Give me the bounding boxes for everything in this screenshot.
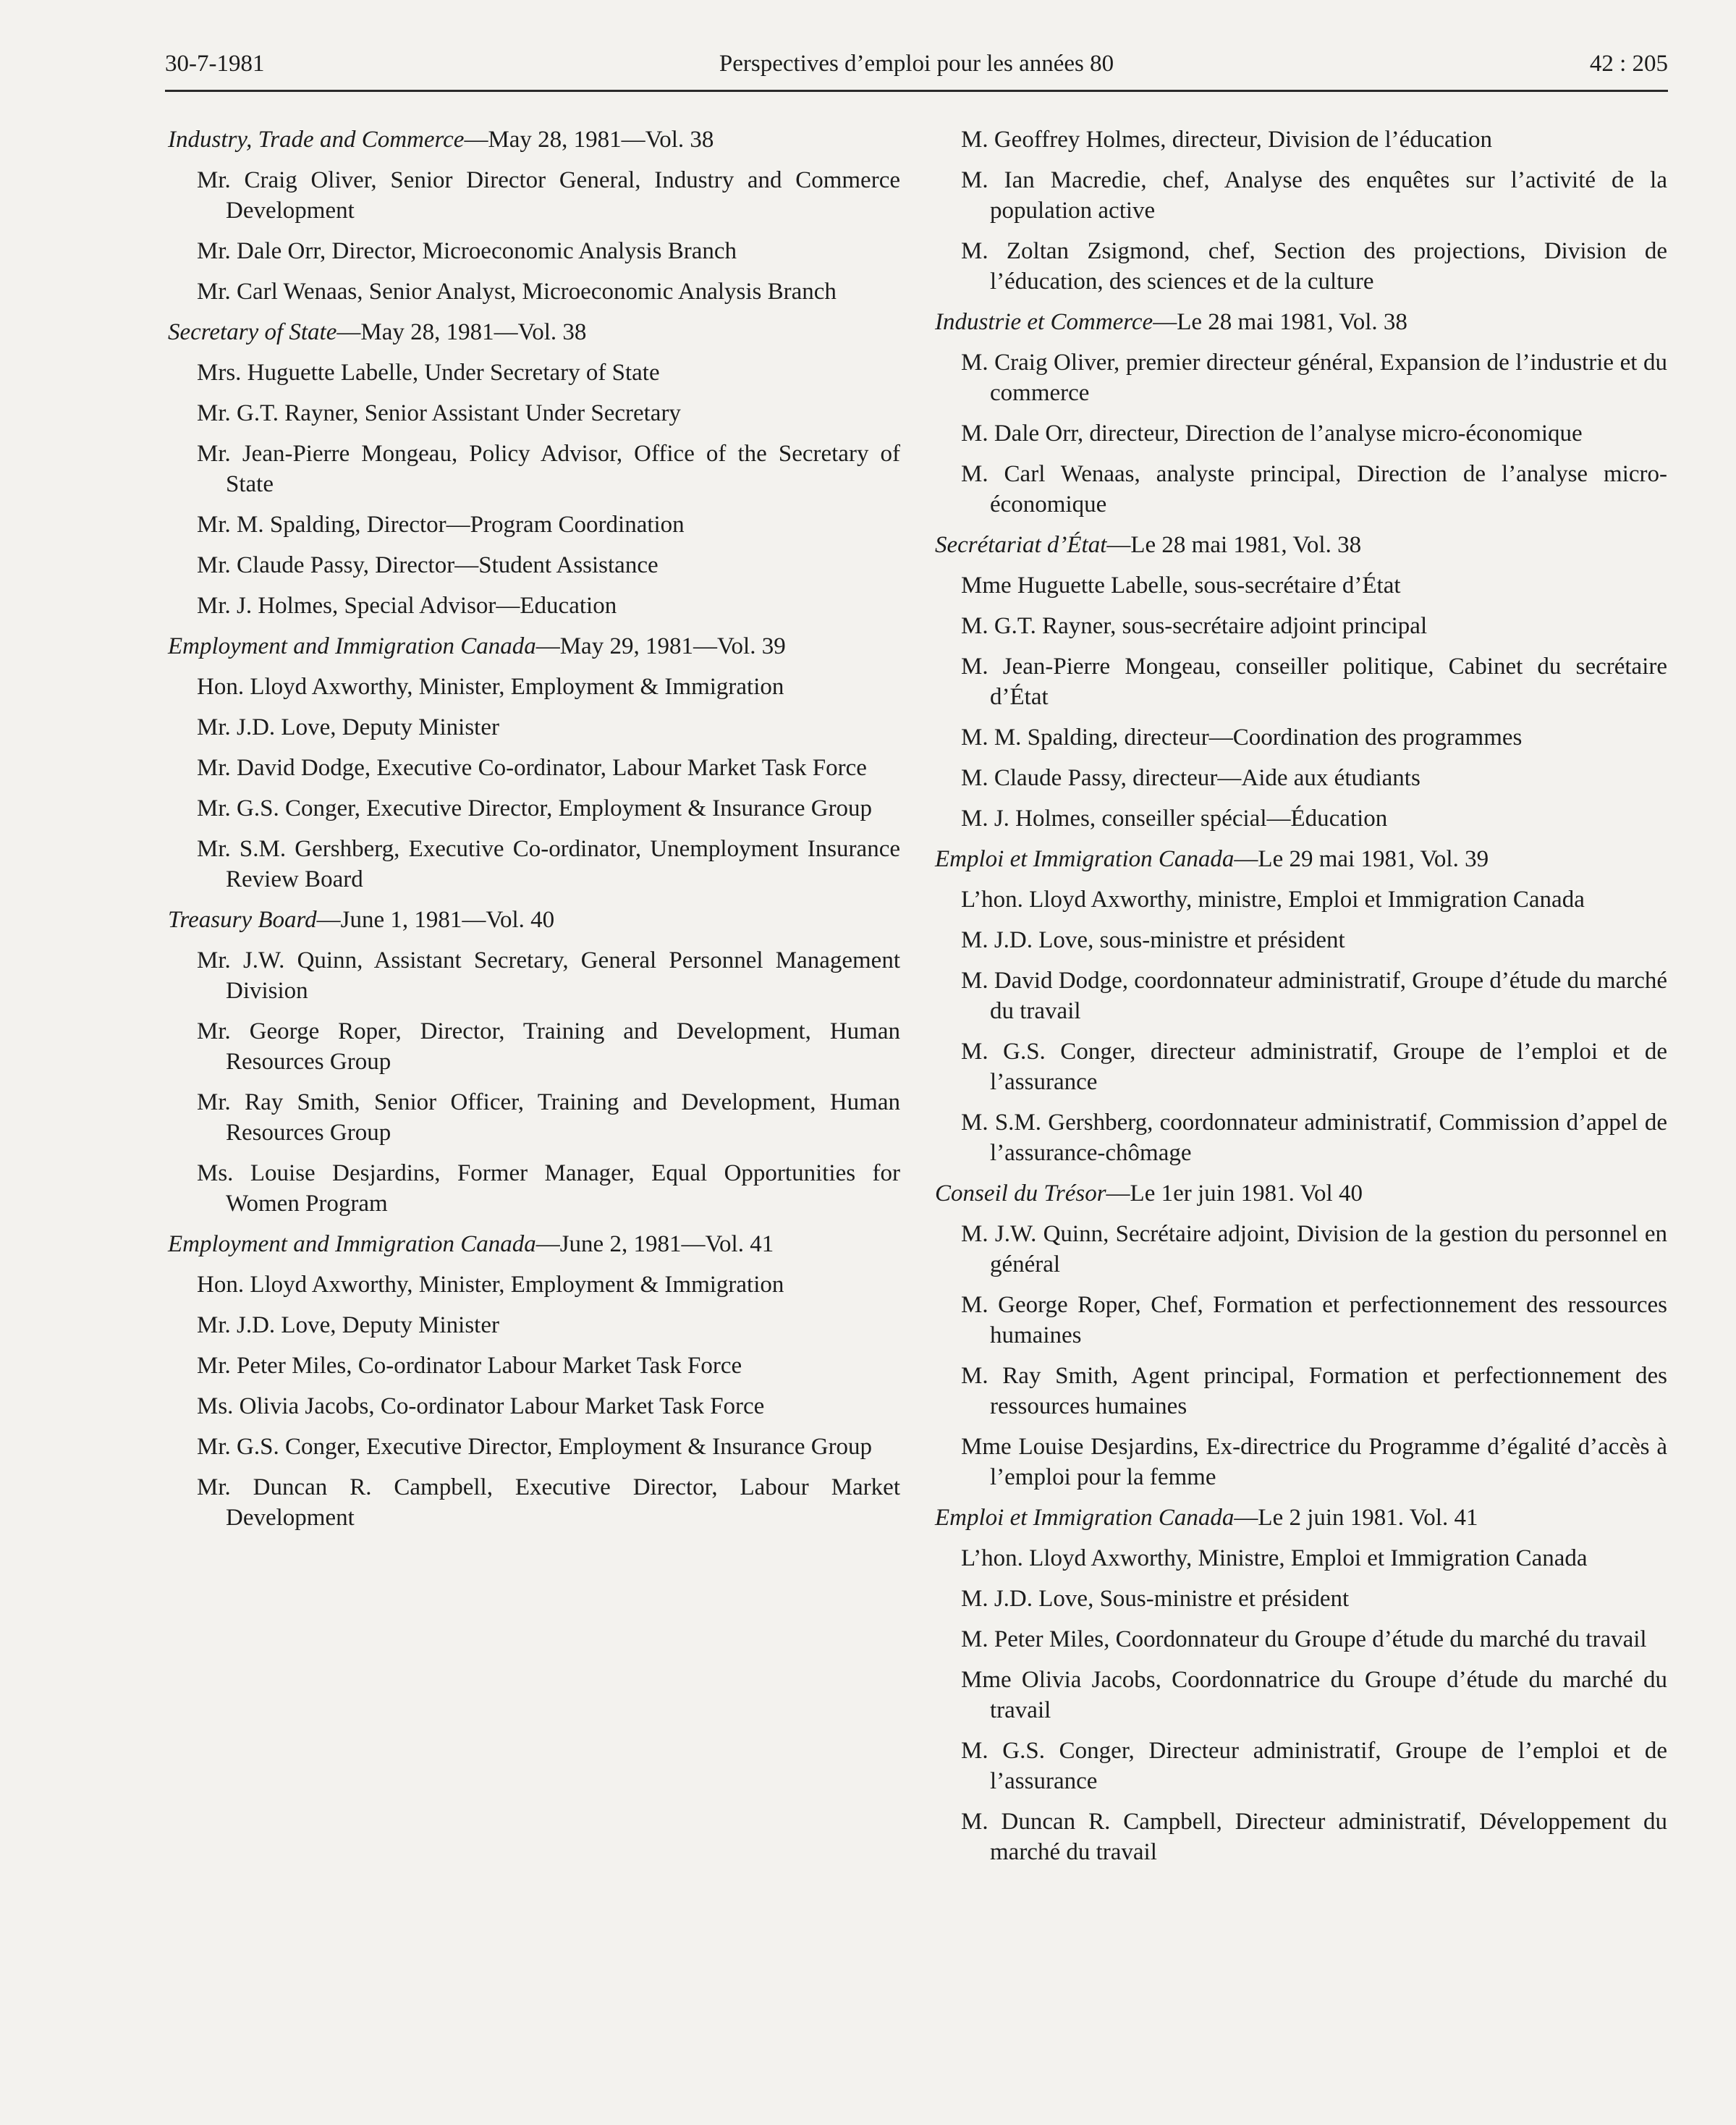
witness-entry: M. Duncan R. Campbell, Directeur administratif, Développement du marché du travail xyxy=(961,1809,1667,1865)
committee-organization: Industrie et Commerce xyxy=(935,309,1153,335)
witness-entry: Mme Olivia Jacobs, Coordonnatrice du Groupe d’étude du marché du travail xyxy=(961,1667,1667,1723)
witness-entry: Mr. G.S. Conger, Executive Director, Employment & Insurance Group xyxy=(197,795,873,821)
section-heading xyxy=(168,1229,900,1259)
witness-entry: Mr. G.T. Rayner, Senior Assistant Under Secretary xyxy=(197,400,681,426)
section-heading xyxy=(935,307,1667,337)
committee-organization: Employment and Immigration Canada xyxy=(168,633,536,659)
witness-entry: Mr. Carl Wenaas, Senior Analyst, Microeconomic Analysis Branch xyxy=(197,279,837,305)
witness-entry: M. G.S. Conger, directeur administratif, Groupe de l’emploi et de l’assurance xyxy=(961,1039,1667,1095)
witness-entry: Mr. Ray Smith, Senior Officer, Training and Development, Human Resources Group xyxy=(197,1089,900,1146)
session-date-volume: —May 28, 1981—Vol. 38 xyxy=(464,127,714,153)
witness-entry: Hon. Lloyd Axworthy, Minister, Employment & Immigration xyxy=(197,1272,784,1298)
witness-entry: Mr. J. Holmes, Special Advisor—Education xyxy=(197,593,617,619)
witness-entry: M. S.M. Gershberg, coordonnateur administratif, Commission d’appel de l’assurance-chômage xyxy=(961,1110,1667,1166)
header-date: 30-7-1981 xyxy=(165,51,265,77)
witness-entry: Mr. Craig Oliver, Senior Director General, Industry and Commerce Development xyxy=(197,167,900,224)
committee-organization: Secrétariat d’État xyxy=(935,532,1107,558)
witness-entry: Mrs. Huguette Labelle, Under Secretary of State xyxy=(197,360,660,386)
session-date-volume: —Le 29 mai 1981, Vol. 39 xyxy=(1234,846,1489,872)
witness-entry: M. David Dodge, coordonnateur administratif, Groupe d’étude du marché du travail xyxy=(961,968,1667,1024)
witness-entry: Mr. J.D. Love, Deputy Minister xyxy=(197,714,499,740)
witness-entry: M. Zoltan Zsigmond, chef, Section des projections, Division de l’éducation, des sciences et de la culture xyxy=(961,238,1667,295)
witness-entry: M. Carl Wenaas, analyste principal, Direction de l’analyse micro-économique xyxy=(961,461,1667,517)
session-date-volume: —Le 2 juin 1981. Vol. 41 xyxy=(1234,1505,1478,1531)
witness-entry: Mr. J.D. Love, Deputy Minister xyxy=(197,1312,499,1338)
witness-entry: M. J.D. Love, Sous-ministre et président xyxy=(961,1586,1350,1612)
witness-entry: Mr. Claude Passy, Director—Student Assistance xyxy=(197,552,659,578)
section-heading xyxy=(168,905,900,935)
witness-entry: L’hon. Lloyd Axworthy, ministre, Emploi et Immigration Canada xyxy=(961,887,1585,913)
header-page-number: 42 : 205 xyxy=(1589,51,1668,77)
committee-organization: Industry, Trade and Commerce xyxy=(168,127,465,153)
witness-entry: M. Jean-Pierre Mongeau, conseiller politique, Cabinet du secrétaire d’État xyxy=(961,654,1667,710)
section-heading xyxy=(935,844,1667,874)
witness-entry: Mr. J.W. Quinn, Assistant Secretary, General Personnel Management Division xyxy=(197,947,900,1004)
committee-organization: Emploi et Immigration Canada xyxy=(935,846,1235,872)
witness-entry: Mr. Dale Orr, Director, Microeconomic Analysis Branch xyxy=(197,238,737,264)
witness-entry: M. J.D. Love, sous-ministre et président xyxy=(961,927,1345,953)
witness-entry: Ms. Louise Desjardins, Former Manager, Equal Opportunities for Women Program xyxy=(197,1160,900,1217)
section-heading xyxy=(935,1178,1667,1209)
right-column-french xyxy=(935,124,1667,1877)
header-title: Perspectives d’emploi pour les années 80 xyxy=(719,51,1114,77)
section-heading xyxy=(935,530,1667,560)
session-date-volume: —Le 28 mai 1981, Vol. 38 xyxy=(1106,532,1362,558)
section-heading xyxy=(168,631,900,662)
committee-organization: Emploi et Immigration Canada xyxy=(935,1505,1235,1531)
left-column-english xyxy=(168,124,900,1543)
witness-entry: M. Claude Passy, directeur—Aide aux étudiants xyxy=(961,765,1420,791)
session-date-volume: —May 28, 1981—Vol. 38 xyxy=(336,319,587,345)
session-date-volume: —Le 28 mai 1981, Vol. 38 xyxy=(1153,309,1407,335)
witness-entry: M. Ian Macredie, chef, Analyse des enquêtes sur l’activité de la population active xyxy=(961,167,1667,224)
witness-entry: Mme Louise Desjardins, Ex-directrice du Programme d’égalité d’accès à l’emploi pour la femme xyxy=(961,1434,1667,1490)
witness-entry: Mr. Jean-Pierre Mongeau, Policy Advisor, Office of the Secretary of State xyxy=(197,441,900,497)
committee-organization: Secretary of State xyxy=(168,319,337,345)
committee-organization: Employment and Immigration Canada xyxy=(168,1231,536,1257)
session-date-volume: —May 29, 1981—Vol. 39 xyxy=(535,633,786,659)
committee-organization: Conseil du Trésor xyxy=(935,1180,1106,1207)
witness-entry: Mr. Duncan R. Campbell, Executive Director, Labour Market Development xyxy=(197,1474,900,1531)
witness-entry: L’hon. Lloyd Axworthy, Ministre, Emploi et Immigration Canada xyxy=(961,1545,1588,1571)
witness-entry: M. George Roper, Chef, Formation et perfectionnement des ressources humaines xyxy=(961,1292,1667,1348)
witness-entry: Mr. S.M. Gershberg, Executive Co-ordinator, Unemployment Insurance Review Board xyxy=(197,836,900,892)
witness-entry: Mr. Peter Miles, Co-ordinator Labour Market Task Force xyxy=(197,1353,742,1379)
session-date-volume: —June 1, 1981—Vol. 40 xyxy=(316,907,555,933)
session-date-volume: —Le 1er juin 1981. Vol 40 xyxy=(1106,1180,1363,1207)
page-header xyxy=(165,48,1668,92)
section-heading xyxy=(168,124,900,155)
section-heading xyxy=(168,317,900,347)
witness-entry: Ms. Olivia Jacobs, Co-ordinator Labour Market Task Force xyxy=(197,1393,765,1419)
witness-entry: M. J.W. Quinn, Secrétaire adjoint, Division de la gestion du personnel en général xyxy=(961,1221,1667,1277)
witness-entry: M. Geoffrey Holmes, directeur, Division de l’éducation xyxy=(961,127,1492,153)
witness-entry: M. G.T. Rayner, sous-secrétaire adjoint principal xyxy=(961,613,1428,639)
witness-entry: M. Craig Oliver, premier directeur général, Expansion de l’industrie et du commerce xyxy=(961,350,1667,406)
witness-entry: M. G.S. Conger, Directeur administratif, Groupe de l’emploi et de l’assurance xyxy=(961,1738,1667,1794)
witness-entry: M. J. Holmes, conseiller spécial—Éducation xyxy=(961,806,1388,832)
witness-entry: Mr. G.S. Conger, Executive Director, Employment & Insurance Group xyxy=(197,1434,873,1460)
committee-organization: Treasury Board xyxy=(168,907,317,933)
witness-entry: Hon. Lloyd Axworthy, Minister, Employment & Immigration xyxy=(197,674,784,700)
witness-entry: M. Peter Miles, Coordonnateur du Groupe d’étude du marché du travail xyxy=(961,1626,1647,1652)
witness-entry: M. Dale Orr, directeur, Direction de l’analyse micro-économique xyxy=(961,421,1583,447)
session-date-volume: —June 2, 1981—Vol. 41 xyxy=(535,1231,774,1257)
witness-entry: Mr. M. Spalding, Director—Program Coordination xyxy=(197,512,685,538)
witness-entry: M. M. Spalding, directeur—Coordination des programmes xyxy=(961,724,1523,751)
section-heading xyxy=(935,1503,1667,1533)
witness-entry: Mme Huguette Labelle, sous-secrétaire d’État xyxy=(961,573,1401,599)
witness-entry: M. Ray Smith, Agent principal, Formation et perfectionnement des ressources humaines xyxy=(961,1363,1667,1419)
witness-entry: Mr. David Dodge, Executive Co-ordinator, Labour Market Task Force xyxy=(197,755,867,781)
witness-entry: Mr. George Roper, Director, Training and Development, Human Resources Group xyxy=(197,1018,900,1075)
